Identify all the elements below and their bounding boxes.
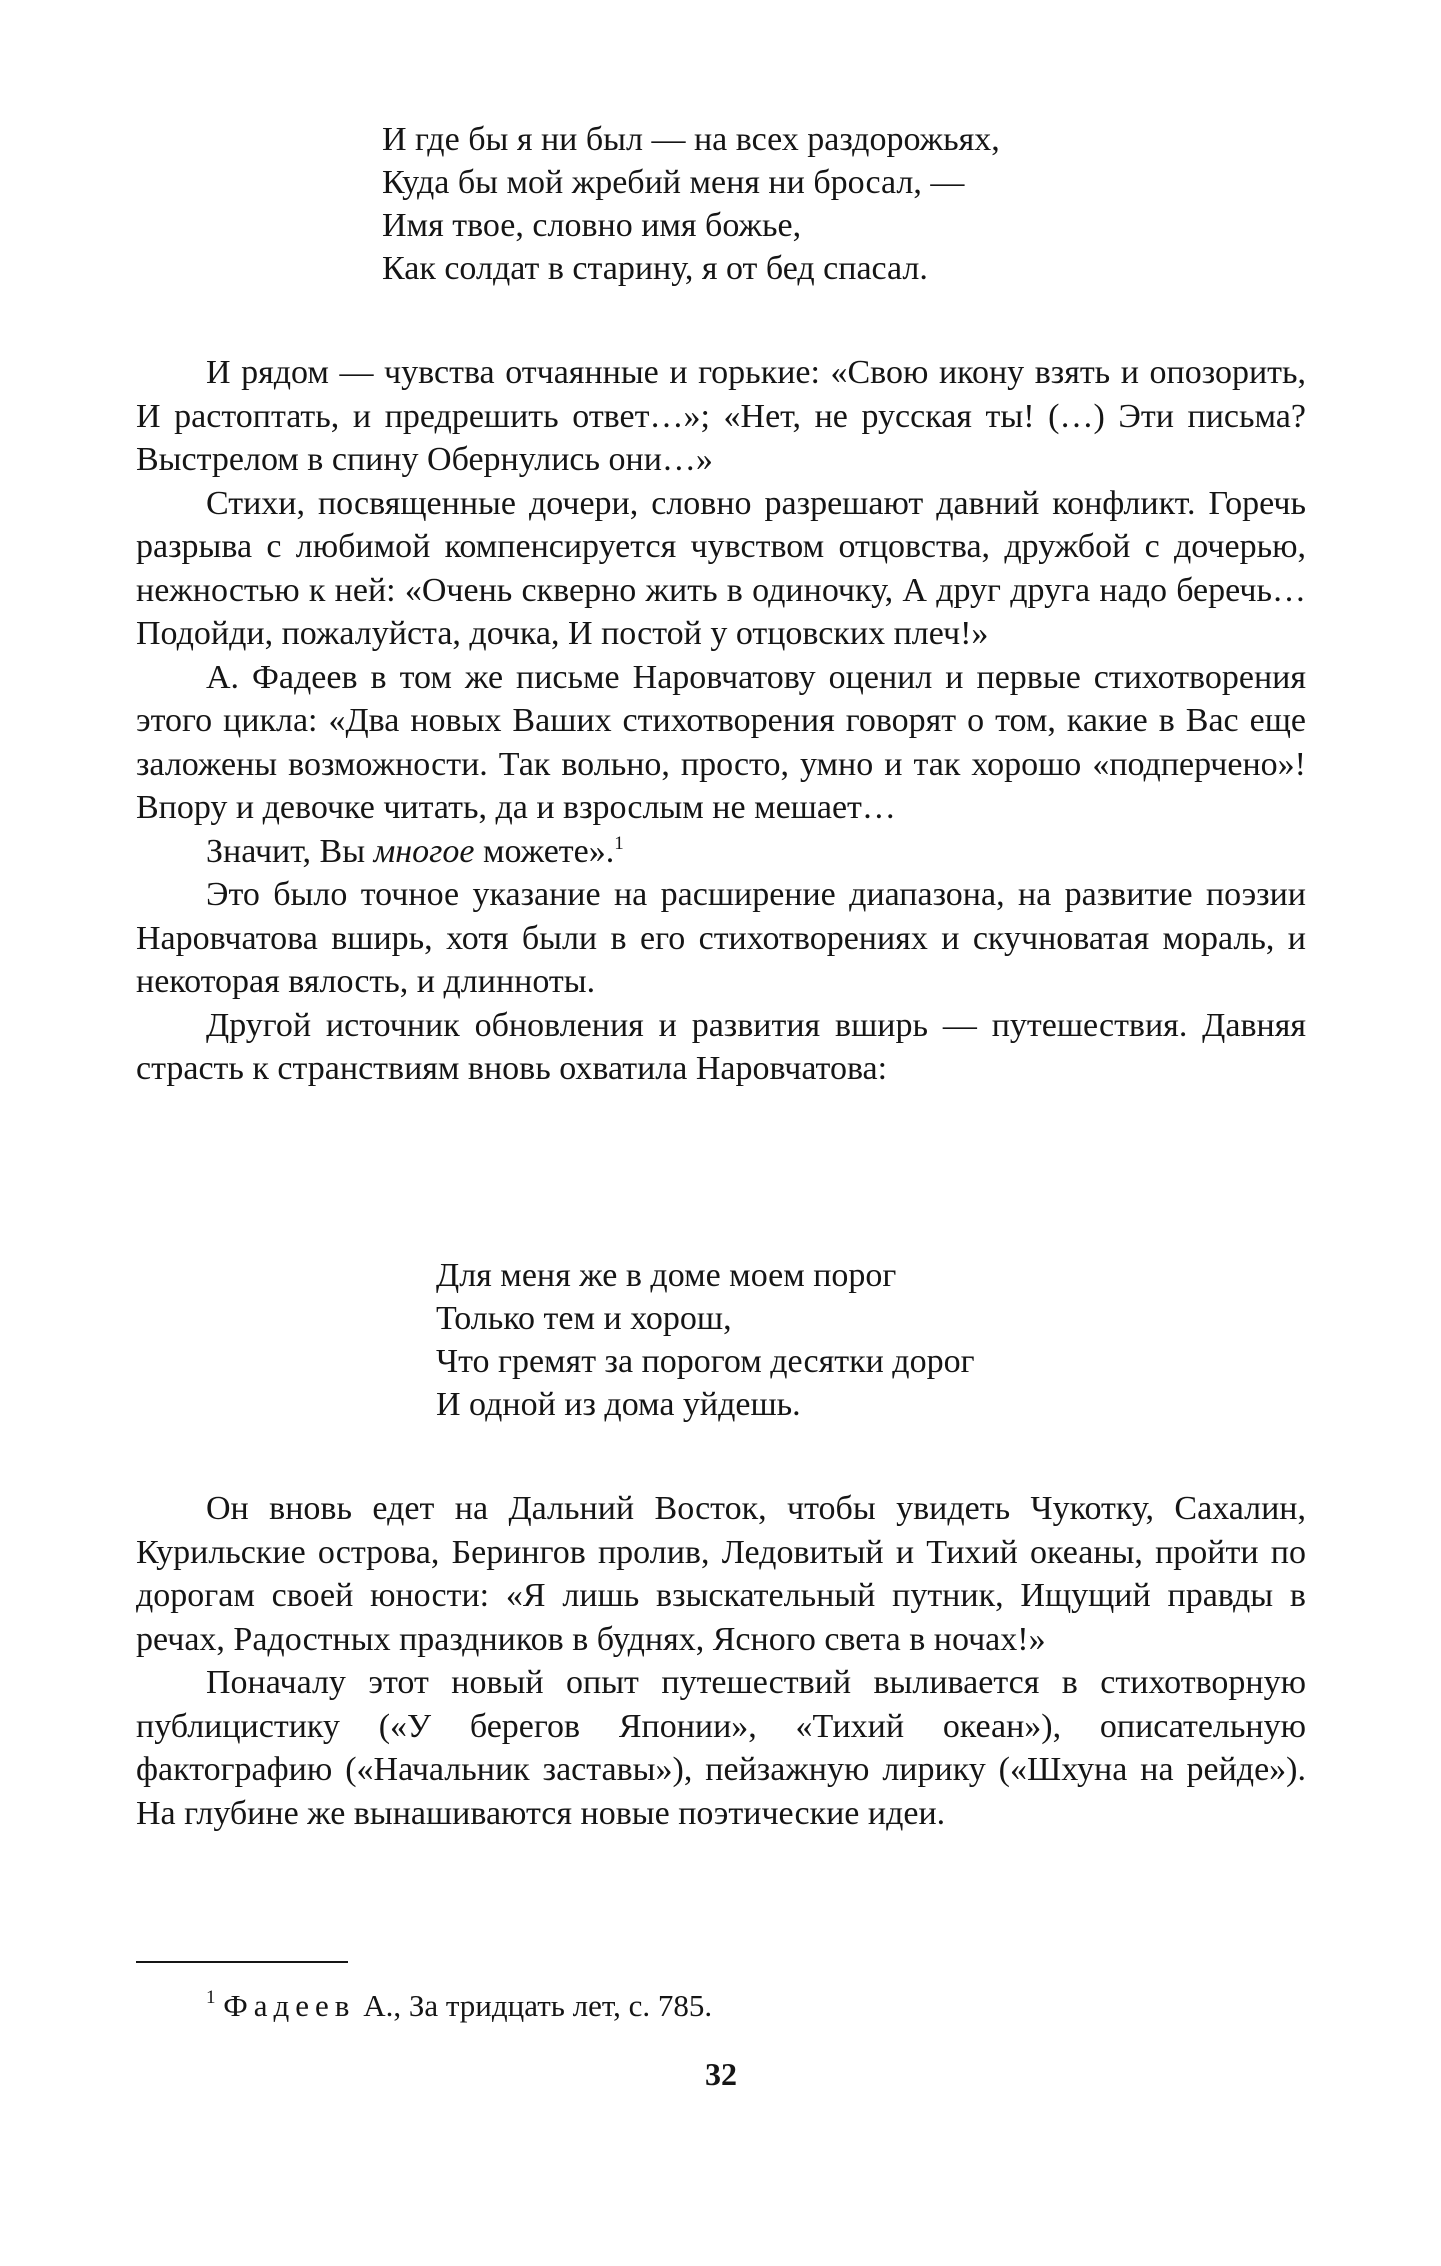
quote-text: Значит, Вы: [206, 832, 374, 870]
verse-line: Только тем и хорош,: [436, 1300, 732, 1337]
paragraph: Стихи, посвященные дочери, словно разрешают давний конфликт. Горечь разрыва с любимой компенсируется чувством отцовства, дружбой с дочерью, нежностью к ней: «Очень скверно жить в одиночку, А друг друга надо беречь… Подойди, пожалуйста, дочка, И постой у отцовских плеч!»: [136, 484, 1306, 652]
paragraph: Поначалу этот новый опыт путешествий выливается в стихотворную публицистику («У берегов Японии», «Тихий океан»), описательную фактографию («Начальник заставы»), пейзажную лирику («Шхуна на рейде»). На глубине же вынашиваются новые поэтические идеи.: [136, 1664, 1306, 1832]
paragraph: Другой источник обновления и развития вширь — путешествия. Давняя страсть к странствиям вновь охватила Наровчатова:: [136, 1006, 1306, 1087]
verse-line: Имя твое, словно имя божье,: [382, 207, 802, 244]
paragraph: Это было точное указание на расширение диапазона, на развитие поэзии Наровчатова вширь, хотя были в его стихотворениях и скучноватая мораль, и некоторая вялость, и длинноты.: [136, 876, 1306, 1000]
paragraph: И рядом — чувства отчаянные и горькие: «Свою икону взять и опозорить, И растоптать, и предрешить ответ…»; «Нет, не русская ты! (…) Эти письма? Выстрелом в спину Обернулись они…»: [136, 354, 1306, 478]
paragraph: А. Фадеев в том же письме Наровчатову оценил и первые стихотворения этого цикла: «Два новых Ваших стихотворения говорят о том, какие в Вас еще заложены возможности. Так вольно, просто, умно и так хорошо «подперчено»! Впору и девочке читать, да и взрослым не мешает…: [136, 658, 1306, 826]
footnote-author: Фадеев: [223, 1988, 356, 2023]
footnote-separator: [136, 1961, 348, 1963]
page-number: 32: [705, 2056, 737, 2092]
body-text-block-2: [136, 1487, 1306, 1835]
footnote: [206, 1986, 712, 2026]
verse-line: Куда бы мой жребий меня ни бросал, —: [382, 164, 965, 201]
poem-stanza-1: [382, 118, 1000, 290]
footnote-mark: 1: [206, 1987, 216, 2008]
verse-line: И одной из дома уйдешь.: [436, 1386, 801, 1423]
verse-line: Как солдат в старину, я от бед спасал.: [382, 250, 928, 287]
quote-ending-paragraph: [136, 830, 1306, 874]
verse-line: И где бы я ни был — на всех раздорожьях,: [382, 121, 1000, 158]
paragraph: Он вновь едет на Дальний Восток, чтобы увидеть Чукотку, Сахалин, Курильские острова, Берингов пролив, Ледовитый и Тихий океаны, пройти по дорогам своей юности: «Я лишь взыскательный путник, Ищущий правды в речах, Радостных праздников в буднях, Ясного света в ночах!»: [136, 1490, 1306, 1658]
footnote-reference: 1: [614, 832, 624, 854]
emphasis-word: многое: [373, 832, 475, 870]
poem-stanza-2: [436, 1254, 975, 1426]
verse-line: Что гремят за порогом десятки дорог: [436, 1343, 975, 1380]
quote-text: можете».: [474, 832, 615, 870]
verse-line: Для меня же в доме моем порог: [436, 1257, 897, 1294]
footnote-citation: А., За тридцать лет, с. 785.: [355, 1988, 713, 2023]
body-text-block-1: [136, 351, 1306, 1091]
